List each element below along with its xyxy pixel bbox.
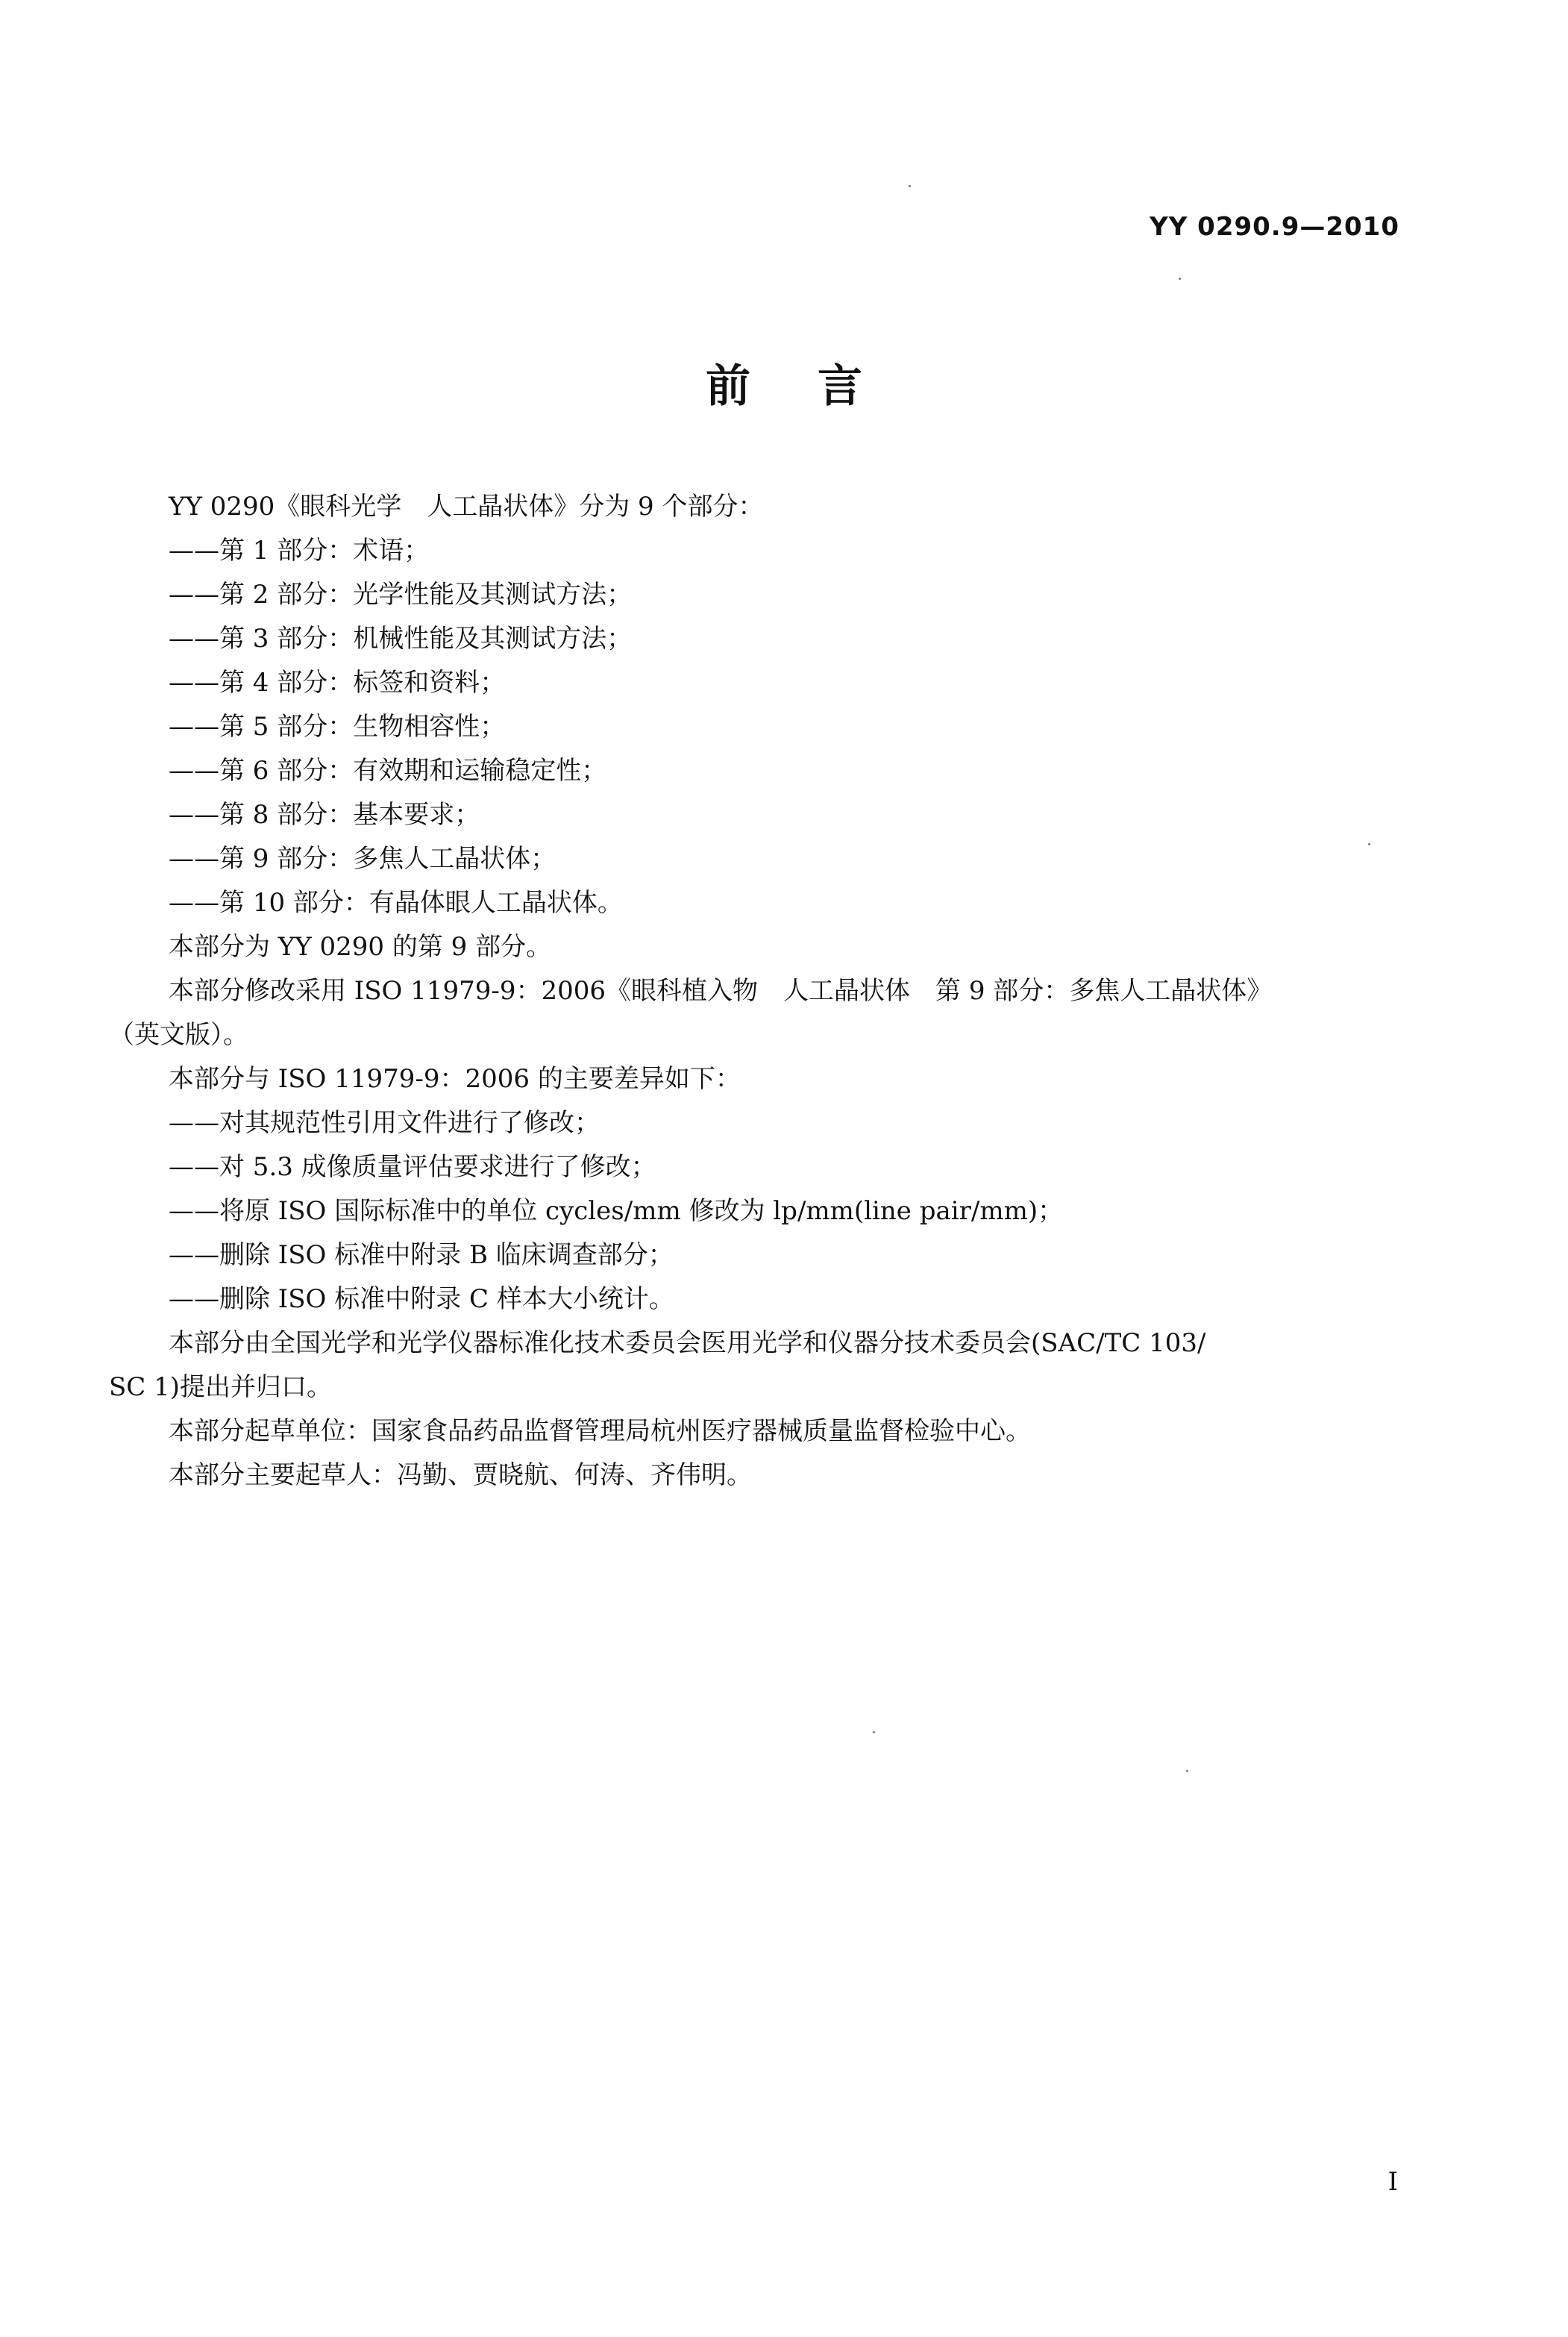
list-item-diff-3: ——将原 ISO 国际标准中的单位 cycles/mm 修改为 lp/mm(line pair/mm)； bbox=[169, 1196, 1064, 1226]
paragraph-adoption: 本部分修改采用 ISO 11979-9：2006《眼科植入物 人工晶状体 第 9 部分：多焦人工晶状体》 bbox=[169, 976, 1273, 1006]
paragraph-part-statement: 本部分为 YY 0290 的第 9 部分。 bbox=[169, 932, 552, 962]
paragraph-intro: YY 0290《眼科光学 人工晶状体》分为 9 个部分： bbox=[169, 492, 764, 522]
scan-speck bbox=[909, 185, 911, 187]
page-number: I bbox=[1387, 2167, 1398, 2197]
scan-speck bbox=[1179, 278, 1181, 280]
list-item-part-8: ——第 8 部分：基本要求； bbox=[169, 800, 480, 830]
standard-code: YY 0290.9—2010 bbox=[1150, 212, 1399, 242]
list-item-diff-5: ——删除 ISO 标准中附录 C 样本大小统计。 bbox=[169, 1284, 674, 1314]
list-item-part-3: ——第 3 部分：机械性能及其测试方法； bbox=[169, 624, 633, 654]
list-item-diff-1: ——对其规范性引用文件进行了修改； bbox=[169, 1108, 600, 1138]
foreword-body bbox=[109, 485, 1399, 1498]
list-item-diff-2: ——对 5.3 成像质量评估要求进行了修改； bbox=[169, 1152, 656, 1182]
page-title: 前言 bbox=[706, 360, 929, 413]
list-item-part-5: ——第 5 部分：生物相容性； bbox=[169, 712, 506, 742]
paragraph-proposer-cont: SC 1)提出并归口。 bbox=[109, 1372, 333, 1402]
scan-speck bbox=[1186, 1770, 1188, 1772]
list-item-diff-4: ——删除 ISO 标准中附录 B 临床调查部分； bbox=[169, 1240, 674, 1270]
paragraph-drafters: 本部分主要起草人：冯勤、贾晓航、何涛、齐伟明。 bbox=[169, 1460, 752, 1490]
list-item-part-6: ——第 6 部分：有效期和运输稳定性； bbox=[169, 756, 607, 786]
list-item-part-9: ——第 9 部分：多焦人工晶状体； bbox=[169, 844, 556, 874]
list-item-part-2: ——第 2 部分：光学性能及其测试方法； bbox=[169, 580, 633, 610]
list-item-part-10: ——第 10 部分：有晶体眼人工晶状体。 bbox=[169, 888, 623, 918]
paragraph-drafting-unit: 本部分起草单位：国家食品药品监督管理局杭州医疗器械质量监督检验中心。 bbox=[169, 1416, 1031, 1446]
scan-speck bbox=[873, 1731, 875, 1733]
list-item-part-1: ——第 1 部分：术语； bbox=[169, 536, 430, 566]
paragraph-differences: 本部分与 ISO 11979-9：2006 的主要差异如下： bbox=[169, 1064, 741, 1094]
list-item-part-4: ——第 4 部分：标签和资料； bbox=[169, 668, 506, 698]
scan-speck bbox=[1368, 843, 1370, 845]
paragraph-adoption-cont: （英文版）。 bbox=[109, 1020, 248, 1050]
paragraph-proposer: 本部分由全国光学和光学仪器标准化技术委员会医用光学和仪器分技术委员会(SAC/TC 103/ bbox=[169, 1328, 1206, 1358]
